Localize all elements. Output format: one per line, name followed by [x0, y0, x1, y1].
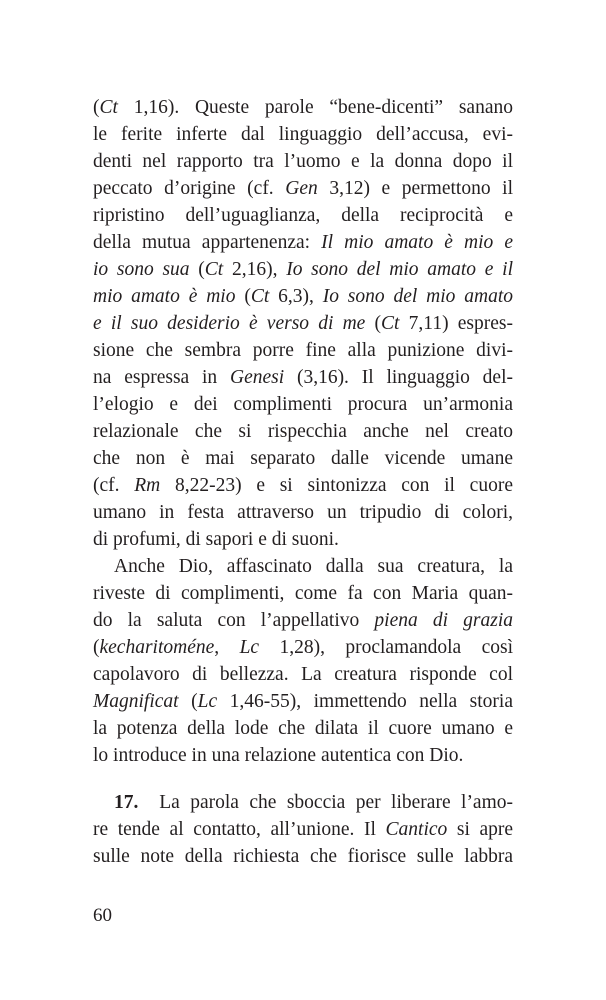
text-line	[93, 283, 513, 310]
text-segment: 3,12) e permettono il	[317, 178, 513, 199]
text-segment: (	[189, 259, 205, 280]
text-segment: peccato d’origine (cf.	[93, 178, 286, 199]
italic-text: Rm	[134, 475, 161, 496]
text-line	[93, 202, 513, 229]
paragraph	[93, 94, 513, 553]
paragraph	[93, 553, 513, 769]
text-line	[93, 310, 513, 337]
italic-text: Lc	[239, 637, 260, 658]
text-line	[93, 499, 513, 526]
text-line	[93, 121, 513, 148]
italic-text: mio amato è mio	[93, 286, 236, 307]
text-line	[93, 256, 513, 283]
text-segment: denti nel rapporto tra l’uomo e la donna dopo il	[93, 151, 513, 172]
text-segment: lo introduce in una relazione autentica con Dio.	[93, 745, 464, 766]
text-segment: 6,3),	[269, 286, 323, 307]
text-segment: na espressa in	[93, 367, 230, 388]
text-segment: di profumi, di sapori e di suoni.	[93, 529, 339, 550]
text-segment: si apre	[447, 819, 514, 840]
page-body	[93, 94, 513, 870]
text-segment: (	[178, 691, 198, 712]
text-segment: La parola che sboccia per liberare l’amo-	[138, 792, 513, 813]
text-line	[93, 688, 513, 715]
text-segment: umano in festa attraverso un tripudio di colori,	[93, 502, 513, 523]
text-segment: (cf.	[93, 475, 135, 496]
italic-text: Ct	[381, 313, 400, 334]
italic-text: Ct	[250, 286, 270, 307]
italic-text: e il suo desiderio è verso di me	[93, 313, 366, 334]
text-line	[93, 661, 513, 688]
italic-text: Lc	[197, 691, 218, 712]
text-line	[93, 789, 513, 816]
text-segment: Anche Dio, affascinato dalla sua creatura, la	[114, 556, 513, 577]
italic-text: Cantico	[385, 819, 448, 840]
text-segment: (	[365, 313, 382, 334]
italic-text: Genesi	[229, 367, 285, 388]
text-line	[93, 742, 513, 769]
text-segment: le ferite inferte dal linguaggio dell’accusa, evi-	[93, 124, 513, 145]
section-number: 17.	[114, 792, 139, 813]
text-line	[93, 445, 513, 472]
text-segment: la potenza della lode che dilata il cuore umano e	[93, 718, 513, 739]
text-segment: 7,11) espres-	[399, 313, 514, 334]
text-line	[93, 843, 513, 870]
page-number: 60	[93, 905, 112, 926]
text-segment: che non è mai separato dalle vicende umane	[93, 448, 513, 469]
text-line	[93, 634, 513, 661]
text-segment: sione che sembra porre fine alla punizione divi-	[93, 340, 513, 361]
text-line	[93, 607, 513, 634]
text-line	[93, 418, 513, 445]
italic-text: kecharitoméne	[99, 637, 215, 658]
text-segment: della mutua appartenenza:	[93, 232, 322, 253]
text-line	[93, 94, 513, 121]
text-line	[93, 472, 513, 499]
text-segment: 8,22-23) e si sintonizza con il cuore	[160, 475, 513, 496]
text-line	[93, 364, 513, 391]
text-segment: riveste di complimenti, come fa con Maria quan-	[93, 583, 513, 604]
section-paragraph	[93, 789, 513, 870]
text-segment: (	[93, 97, 100, 118]
text-segment: (	[235, 286, 251, 307]
text-segment: re tende al contatto, all’unione. Il	[93, 819, 386, 840]
text-segment: 1,28), proclamandola così	[259, 637, 513, 658]
text-segment: l’elogio e dei complimenti procura un’armonia	[93, 394, 513, 415]
italic-text: Io sono del mio amato e il	[286, 259, 513, 280]
text-segment: 2,16),	[223, 259, 287, 280]
text-line	[93, 175, 513, 202]
text-segment: relazionale che si rispecchia anche nel creato	[93, 421, 513, 442]
text-segment: capolavoro di bellezza. La creatura risponde col	[93, 664, 513, 685]
italic-text: Magnificat	[93, 691, 179, 712]
italic-text: io sono sua	[93, 259, 190, 280]
text-segment: ,	[214, 637, 240, 658]
text-line	[93, 148, 513, 175]
text-line	[93, 553, 513, 580]
text-segment: ripristino dell’uguaglianza, della reciprocità e	[93, 205, 513, 226]
italic-text: Il mio amato è mio e	[321, 232, 513, 253]
text-line	[93, 816, 513, 843]
text-line	[93, 391, 513, 418]
text-segment: (3,16). Il linguaggio del-	[284, 367, 513, 388]
text-line	[93, 526, 513, 553]
italic-text: Ct	[204, 259, 224, 280]
italic-text: piena di grazia	[374, 610, 513, 631]
text-line	[93, 715, 513, 742]
italic-text: Io sono del mio amato	[322, 286, 514, 307]
text-line	[93, 337, 513, 364]
text-segment: 1,46-55), immettendo nella storia	[217, 691, 513, 712]
text-segment: (	[93, 637, 100, 658]
text-segment: do la saluta con l’appellativo	[93, 610, 375, 631]
text-line	[93, 229, 513, 256]
text-segment: sulle note della richiesta che fiorisce sulle labbra	[93, 846, 513, 867]
text-segment: 1,16). Queste parole “bene-dicenti” sanano	[117, 97, 513, 118]
italic-text: Gen	[285, 178, 318, 199]
italic-text: Ct	[99, 97, 118, 118]
text-line	[93, 580, 513, 607]
